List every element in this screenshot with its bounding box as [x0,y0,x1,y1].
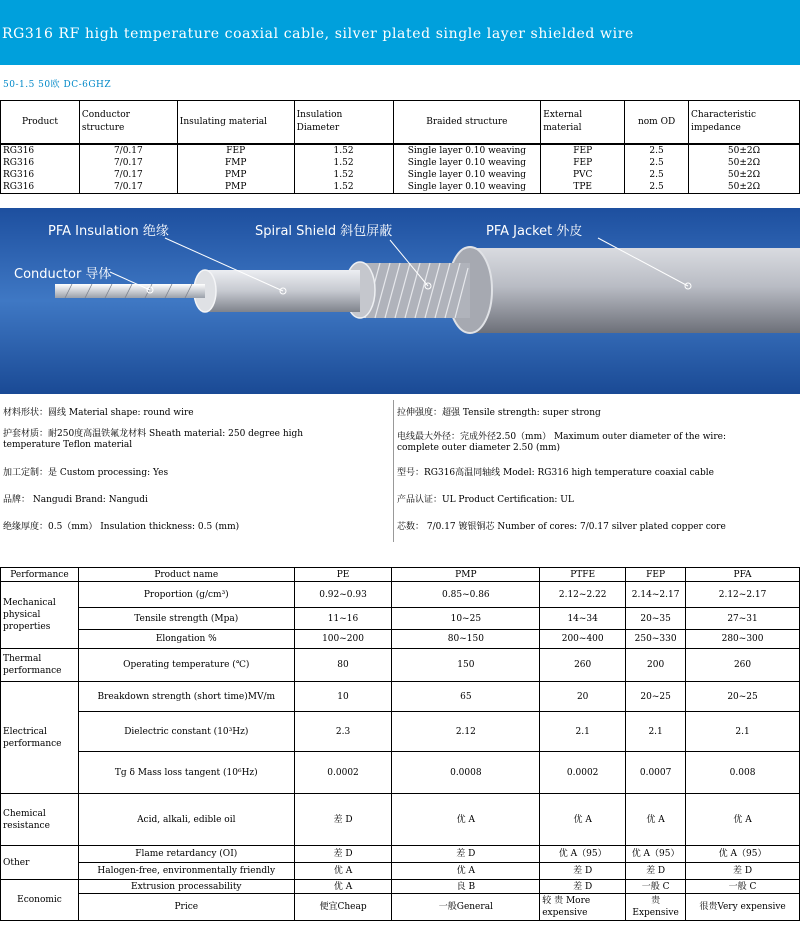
perf-row [1,712,800,752]
spec-cell: 50±2Ω [689,144,800,157]
perf-row [1,794,800,846]
perf-cell: 2.3 [294,712,392,752]
perf-cell: Proportion (g/cm³) [78,582,294,608]
attr-max-od: 电线最大外径：完成外径2.50（mm） Maximum outer diameter of the wire: complete outer diameter 2.50 (mm) [397,432,726,453]
perf-cell: 贵Expensive [626,894,686,921]
spec-cell: RG316 [1,181,80,194]
perf-cell: 优 A [294,863,392,880]
perf-cell: 14~34 [540,608,626,630]
perf-cell: 200~400 [540,630,626,649]
spec-header-cell: nom OD [625,101,689,145]
attributes-divider [393,400,394,542]
perf-cell: 一般General [392,894,540,921]
perf-cell: 优 A [540,794,626,846]
spec-cell: FEP [541,157,625,169]
perf-cell: 20~25 [686,682,800,712]
perf-cell: 260 [540,649,626,682]
perf-header-row [1,568,800,582]
perf-cell: 2.1 [686,712,800,752]
perf-cell: 优 A（95） [626,846,686,863]
perf-cell: 0.0008 [392,752,540,794]
perf-header-cell: Product name [78,568,294,582]
subtitle: 50-1.5 50欧 DC-6GHZ [3,80,112,90]
perf-cell: 0.008 [686,752,800,794]
perf-header-cell: PTFE [540,568,626,582]
perf-cell: 差 D [392,846,540,863]
jacket-layer [470,248,800,333]
spec-cell: 7/0.17 [79,181,177,194]
perf-cell: Elongation % [78,630,294,649]
perf-cell: 20~25 [626,682,686,712]
perf-row [1,608,800,630]
perf-cell: 2.12~2.22 [540,582,626,608]
spec-cell: 2.5 [625,157,689,169]
pfa-jacket-label: PFA Jacket 外皮 [486,224,583,239]
perf-cell: 260 [686,649,800,682]
perf-cell: 优 A [626,794,686,846]
perf-cell: 优 A [686,794,800,846]
perf-cell: 2.1 [626,712,686,752]
perf-row [1,649,800,682]
perf-row [1,630,800,649]
perf-category: Electrical performance [1,682,79,794]
spec-header-cell: Braided structure [393,101,541,145]
perf-category: Mechanical physical properties [1,582,79,649]
performance-table [0,567,800,921]
perf-cell: 差 D [294,846,392,863]
perf-cell: 27~31 [686,608,800,630]
spec-cell: 1.52 [294,169,393,181]
perf-cell: 优 A（95） [686,846,800,863]
perf-row [1,752,800,794]
spec-cell: RG316 [1,169,80,181]
perf-cell: 10 [294,682,392,712]
perf-cell: Dielectric constant (10³Hz) [78,712,294,752]
perf-cell: 差 D [686,863,800,880]
spec-row [1,181,800,194]
perf-cell: 20~35 [626,608,686,630]
perf-cell: 2.12~2.17 [686,582,800,608]
spec-cell: RG316 [1,157,80,169]
perf-cell: Tg δ Mass loss tangent (10⁶Hz) [78,752,294,794]
perf-row [1,582,800,608]
perf-cell: Price [78,894,294,921]
perf-cell: 优 A [294,880,392,894]
cable-diagram [0,208,800,394]
attributes-list [0,400,800,542]
spec-cell: FMP [177,157,294,169]
spec-cell: FEP [177,144,294,157]
perf-cell: 200 [626,649,686,682]
attr-cert: 产品认证：UL Product Certification: UL [397,495,574,505]
perf-cell: 差 D [540,863,626,880]
perf-cell: 0.92~0.93 [294,582,392,608]
spec-cell: 7/0.17 [79,144,177,157]
spec-header-row [1,101,800,145]
title-banner [0,0,800,65]
pfa-insulation-label: PFA Insulation 绝缘 [48,224,169,239]
perf-cell: 0.0007 [626,752,686,794]
spec-cell: Single layer 0.10 weaving [393,157,541,169]
spec-cell: Single layer 0.10 weaving [393,169,541,181]
perf-cell: Flame retardancy (OI) [78,846,294,863]
perf-cell: 便宜Cheap [294,894,392,921]
conductor-strands [55,284,205,298]
perf-category: Economic [1,880,79,921]
perf-cell: 100~200 [294,630,392,649]
perf-cell: 优 A [392,794,540,846]
spec-header-cell: Conductor structure [79,101,177,145]
spec-cell: 50±2Ω [689,169,800,181]
spec-header-cell: Characteristic impedance [689,101,800,145]
perf-cell: 280~300 [686,630,800,649]
perf-cell: 一般 C [626,880,686,894]
spec-cell: 50±2Ω [689,181,800,194]
spec-cell: 1.52 [294,144,393,157]
perf-row [1,894,800,921]
perf-cell: 差 D [540,880,626,894]
spec-cell: 50±2Ω [689,157,800,169]
perf-cell: 0.0002 [540,752,626,794]
perf-cell: 65 [392,682,540,712]
spec-row [1,144,800,157]
shield-layer [360,263,470,318]
spec-cell: 2.5 [625,144,689,157]
perf-row [1,863,800,880]
perf-row [1,880,800,894]
perf-header-cell: FEP [626,568,686,582]
spec-row [1,169,800,181]
perf-cell: Halogen-free, environmentally friendly [78,863,294,880]
perf-cell: 20 [540,682,626,712]
perf-cell: Extrusion processability [78,880,294,894]
perf-cell: 很贵Very expensive [686,894,800,921]
spec-cell: PVC [541,169,625,181]
perf-category: Chemical resistance [1,794,79,846]
spec-cell: FEP [541,144,625,157]
perf-cell: 10~25 [392,608,540,630]
spec-cell: PMP [177,181,294,194]
attr-material-shape: 材料形状：圆线 Material shape: round wire [3,408,194,418]
spec-header-cell: Insulation Diameter [294,101,393,145]
spec-cell: Single layer 0.10 weaving [393,181,541,194]
spec-header-cell: Product [1,101,80,145]
spec-cell: RG316 [1,144,80,157]
perf-cell: 一般 C [686,880,800,894]
perf-cell: Breakdown strength (short time)MV/m [78,682,294,712]
perf-row [1,846,800,863]
spec-cell: TPE [541,181,625,194]
perf-cell: 80~150 [392,630,540,649]
perf-cell: 2.1 [540,712,626,752]
spec-cell: Single layer 0.10 weaving [393,144,541,157]
perf-cell: 2.12 [392,712,540,752]
attr-custom: 加工定制：是 Custom processing: Yes [3,468,169,478]
perf-header-cell: Performance [1,568,79,582]
perf-cell: 150 [392,649,540,682]
spec-header-cell: External material [541,101,625,145]
spec-table [0,100,800,194]
spec-cell: 1.52 [294,157,393,169]
perf-cell: 80 [294,649,392,682]
perf-cell: Operating temperature (℃) [78,649,294,682]
perf-cell: 11~16 [294,608,392,630]
perf-row [1,682,800,712]
page-title: RG316 RF high temperature coaxial cable, silver plated single layer shielded wire [2,26,634,42]
perf-cell: Acid, alkali, edible oil [78,794,294,846]
spec-cell: 7/0.17 [79,169,177,181]
perf-cell: 差 D [626,863,686,880]
perf-cell: 差 D [294,794,392,846]
perf-category: Other [1,846,79,880]
attr-brand: 品牌： Nangudi Brand: Nangudi [3,495,148,505]
perf-cell: 优 A（95） [540,846,626,863]
perf-cell: 250~330 [626,630,686,649]
perf-header-cell: PE [294,568,392,582]
attr-model: 型号：RG316高温同轴线 Model: RG316 high temperature coaxial cable [397,468,714,478]
spec-row [1,157,800,169]
perf-cell: 0.0002 [294,752,392,794]
attr-ins-thickness: 绝缘厚度：0.5（mm） Insulation thickness: 0.5 (mm) [3,522,240,532]
perf-header-cell: PFA [686,568,800,582]
attr-sheath: 护套材质：耐250度高温铁氟龙材料 Sheath material: 250 degree high temperature Teflon material [3,429,304,450]
perf-cell: 良 B [392,880,540,894]
spec-header-cell: Insulating material [177,101,294,145]
perf-cell: 0.85~0.86 [392,582,540,608]
attr-cores: 芯数： 7/0.17 镀银铜芯 Number of cores: 7/0.17 silver plated copper core [397,522,726,532]
spec-cell: 1.52 [294,181,393,194]
perf-cell: 较 贵 More expensive [540,894,626,921]
perf-cell: 2.14~2.17 [626,582,686,608]
perf-header-cell: PMP [392,568,540,582]
spiral-shield-label: Spiral Shield 斜包屏蔽 [255,224,393,239]
attr-tensile: 拉伸强度：超强 Tensile strength: super strong [397,408,601,418]
spec-cell: 2.5 [625,169,689,181]
perf-category: Thermal performance [1,649,79,682]
spec-cell: 7/0.17 [79,157,177,169]
spec-cell: 2.5 [625,181,689,194]
spec-cell: PMP [177,169,294,181]
conductor-label: Conductor 导体 [14,267,112,282]
perf-cell: Tensile strength (Mpa) [78,608,294,630]
perf-cell: 优 A [392,863,540,880]
